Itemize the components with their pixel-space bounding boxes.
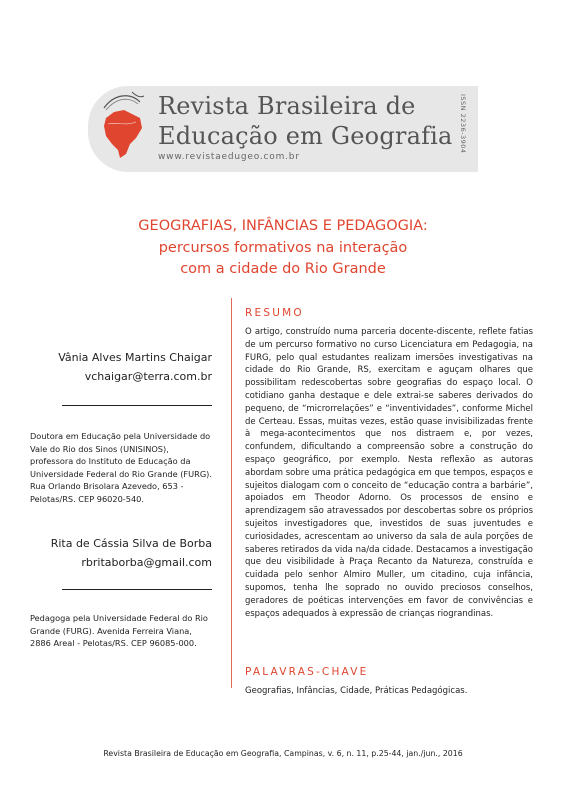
article-subtitle-line2: com a cidade do Rio Grande (180, 261, 386, 277)
footer-citation: Revista Brasileira de Educação em Geografia, Campinas, v. 6, n. 11, p.25-44, jan./jun., 2016 (103, 749, 463, 758)
journal-name-line1: Revista Brasileira de (158, 92, 416, 120)
brazil-map-logo-icon (96, 88, 150, 168)
column-divider (231, 298, 232, 688)
article-title: GEOGRAFIAS, INFÂNCIAS E PEDAGOGIA: (138, 218, 428, 234)
abstract-text: O artigo, construído numa parceria docente-discente, reflete fatias de um percurso formativo no curso Licenciatura em Pedagogia, na FURG, pelo qual estudantes realizam imersões investigativas na cidade do Rio Grande, RS, exercitam e aguçam olhares que possibilitam redescobertas sobre geografias do espaço local. O cotidiano ganha destaque e dele extrai-se saberes derivados do pequeno, de “microrrelações” e “inventividades”, conforme Michel de Certeau. Essas, muitas vezes, estão quase invisibilizadas frente à mega-acontecimentos que nos distraem e, por vezes, confundem, dificultando a compreensão sobre a construção do espaço geográfico, por exemplo. Nesta reflexão as autoras abordam sobre uma prática pedagógica em que tempos, espaços e sujeitos dialogam com o conceito de “educação contra a barbárie”, apoiados em Theodor Adorno. Os processos de ensino e aprendizagem são atravessados por descobertas sobre os próprios sujeitos investigadores que, investidos de suas juventudes e curiosidades, acrescentam ao universo da sala de aula porções de saberes retirados da vida na/da cidade. Destacamos a investigação que deu visibilidade à Praça Recanto da Natureza, construída e cuidada pelo senhor Almiro Muller, um citadino, cuja infância, supomos, tenha lhe soprado no ouvido preciosos conselhos, geradores de poéticas intervenções em favor de convivências e espaços adequados à expressão de crianças riograndinas. (245, 327, 533, 619)
author-2-bio: Pedagoga pela Universidade Federal do Rio Grande (FURG). Avenida Ferreira Viana, 2886 Areal - Pelotas/RS. CEP 96085-000. (30, 613, 208, 648)
keywords-text: Geografias, Infâncias, Cidade, Práticas Pedagógicas. (245, 686, 468, 696)
author-1-name: Vânia Alves Martins Chaigar (58, 351, 212, 364)
author-1-email[interactable]: vchaigar@terra.com.br (84, 370, 212, 383)
abstract-heading: RESUMO (245, 307, 304, 319)
journal-name-line2: Educação em Geografia (158, 122, 453, 150)
issn-label (457, 94, 469, 166)
journal-url[interactable]: www.revistaedugeo.com.br (158, 152, 300, 162)
author-2-name: Rita de Cássia Silva de Borba (50, 537, 212, 550)
keywords-heading: PALAVRAS-CHAVE (245, 666, 369, 678)
author-2-email[interactable]: rbritaborba@gmail.com (81, 556, 212, 569)
author-1-bio: Doutora em Educação pela Universidade do Vale do Rio dos Sinos (UNISINOS), professora do Instituto de Educação da Universidade Federal do Rio Grande (FURG). Rua Orlando Brisolara Azevedo, 653 - Pelotas/RS. CEP 96020-540. (30, 431, 212, 504)
article-subtitle-line1: percursos formativos na interação (158, 240, 408, 256)
author-1-rule (62, 405, 212, 406)
issn-text: ISSN 2236-3904 (459, 94, 467, 154)
author-2-rule (62, 589, 212, 590)
